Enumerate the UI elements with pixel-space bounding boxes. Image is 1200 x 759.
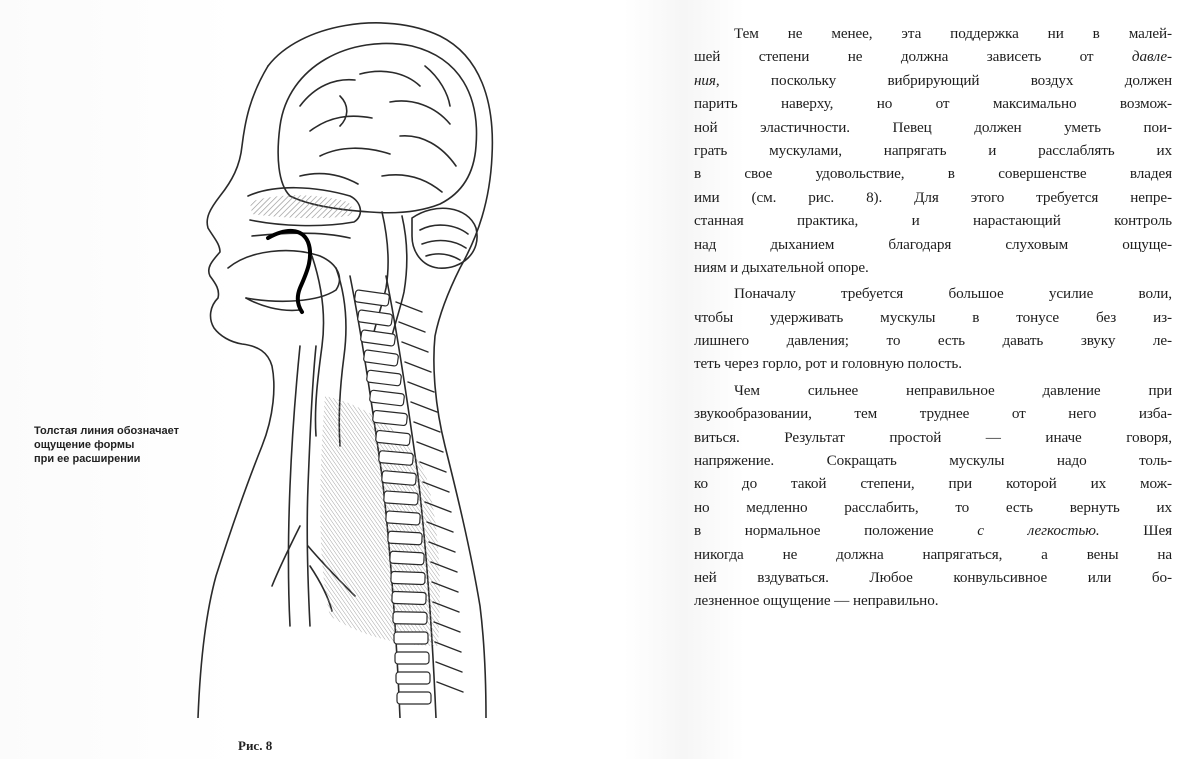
text-line: ко до такой степени, при которой их мож- (694, 475, 1172, 493)
text-line: ной эластичности. Певец должен уметь пои- (694, 118, 1172, 136)
text-run: в нормальное положение (694, 522, 978, 540)
text-line: ней вздуваться. Любое конвульсивное или бо- (694, 568, 1172, 586)
text-line: чтобы удерживать мускулы в тонусе без из- (694, 308, 1172, 326)
anatomy-figure (150, 6, 510, 718)
text-line: Чем сильнее неправильное давление при (734, 381, 1172, 399)
text-line: лишнего давления; то есть давать звуку ле- (694, 332, 1172, 350)
text-line: ими (см. рис. 8). Для этого требуется непре- (694, 188, 1172, 206)
italic-word: ния (694, 71, 716, 89)
text-line: теть через горло, рот и головную полость. (694, 355, 962, 373)
text-line: грать мускулами, напрягать и расслаблять их (694, 141, 1172, 159)
paragraph-3 (694, 379, 1172, 613)
trachea (289, 346, 301, 626)
paragraph-2 (694, 282, 1172, 376)
head-neck-illustration (150, 6, 510, 718)
text-line: напряжение. Сокращать мускулы надо толь- (694, 452, 1172, 470)
italic-word: с легкостью. (977, 522, 1100, 540)
italic-word: давле- (1131, 48, 1172, 66)
text-line: но медленно расслабить, то есть вернуть их (694, 498, 1172, 516)
text-line: лезненное ощущение — неправильно. (694, 592, 939, 610)
paragraph-1 (694, 22, 1172, 279)
text-run: шей степени не должна зависеть от (694, 48, 1132, 66)
text-column (694, 22, 1172, 613)
text-line: виться. Результат простой — иначе говоря, (694, 428, 1172, 446)
text-line: над дыханием благодаря слуховым ощуще- (694, 235, 1172, 253)
pharynx (312, 256, 324, 436)
text-line: ниям и дыхательной опоре. (694, 258, 869, 276)
text-line: звукообразовании, тем труднее от него изба- (694, 405, 1172, 423)
tongue (228, 251, 339, 302)
text-line (694, 69, 1172, 92)
caption-line: ощущение формы (34, 439, 135, 451)
text-line (694, 519, 1172, 542)
text-line (694, 45, 1172, 68)
text-line: Тем не менее, эта поддержка ни в малей- (734, 25, 1172, 42)
caption-line: Толстая линия обозначает (34, 425, 179, 437)
text-line: в свое удовольствие, в совершенстве владея (694, 165, 1172, 183)
nasal-shading (250, 195, 353, 218)
text-line: станная практика, и нарастающий контроль (694, 212, 1172, 230)
text-run: , поскольку вибрирующий воздух должен (715, 71, 1172, 89)
text-line: парить наверху, но от максимально возмож- (694, 95, 1172, 113)
caption-line: при ее расширении (34, 453, 141, 465)
cerebellum (412, 208, 477, 268)
text-run: Шея (1099, 522, 1172, 540)
brain-outline (278, 44, 476, 213)
text-line: Поначалу требуется большое усилие воли, (734, 285, 1172, 303)
face-outline (198, 66, 274, 718)
figure-caption (34, 424, 244, 466)
text-line: никогда не должна напрягаться, а вены на (694, 545, 1172, 563)
figure-label: Рис. 8 (238, 738, 273, 753)
